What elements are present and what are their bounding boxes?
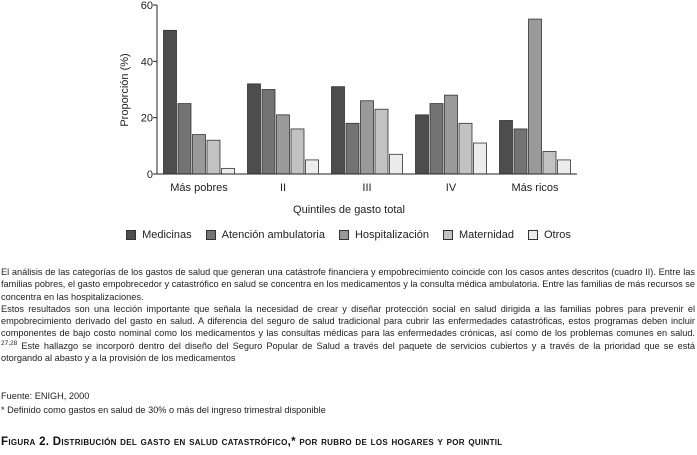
x-tick-label: IV: [445, 182, 457, 194]
bar-maternidad-2: [291, 129, 304, 174]
bar-medicinas-1: [164, 30, 177, 174]
legend-swatch: [126, 230, 136, 240]
bar-maternidad-4: [459, 123, 472, 174]
bar-medicinas-4: [416, 115, 429, 174]
bar-atención-ambulatoria-2: [262, 90, 275, 175]
bar-atención-ambulatoria-4: [430, 104, 443, 174]
bar-medicinas-5: [500, 120, 513, 174]
y-tick-label: 40: [140, 56, 153, 69]
x-tick-label: III: [362, 182, 372, 194]
paragraph-1: El análisis de las categorías de los gastos de salud que generan una catástrofe financiera y empobrecimiento coincide con los casos antes descritos (cuadro II). Entre las familias pobres, el gasto empobrecedor y catastrófico en salud se concentra en los medicamentos y la consulta médica ambulatoria. Entre las familias de más recursos se concentra en las hospitalizaciones.: [1, 267, 695, 302]
bar-medicinas-2: [248, 84, 261, 174]
bar-medicinas-3: [332, 87, 345, 174]
y-axis-label: Proporción (%): [119, 53, 131, 127]
bar-otros-3: [390, 154, 403, 174]
bar-otros-2: [306, 160, 319, 174]
y-tick-label: 0: [146, 169, 153, 181]
legend-label: Atención ambulatoria: [221, 229, 325, 241]
bar-otros-5: [558, 160, 571, 174]
footnote: * Definido como gastos en salud de 30% o más del ingreso trimestral disponible: [1, 405, 326, 415]
x-axis-label: Quintiles de gasto total: [293, 204, 405, 216]
paragraph-2-text-b: Este hallazgo se incorporó dentro del diseño del Seguro Popular de Salud a través del paquete de servicios cubiertos y a través de la prioridad que se está otorgando al abasto y a la provisión de los medicamentos: [1, 340, 695, 364]
legend-swatch: [528, 230, 538, 240]
paragraph-2-text-a: Estos resultados son una lección importante que señala la necesidad de crear y diseñar protección social en salud dirigida a las familias pobres para prevenir el empobrecimiento derivado del gasto en salud. A diferencia del seguro de salud tradicional para cubrir las enfermedades catastróficas, estos programas deben incluir componentes de bajo costo nominal como los medicamentos y las consultas médicas para las enfermedades crónicas, así como de los problemas comunes en salud.: [1, 303, 695, 339]
bar-maternidad-1: [207, 140, 220, 174]
bar-atención-ambulatoria-5: [514, 129, 527, 174]
y-tick-label: 60: [140, 0, 153, 12]
bar-hospitalización-1: [193, 135, 206, 174]
reference-superscript: 27,28: [1, 339, 18, 347]
chart-legend: [0, 229, 697, 241]
x-tick-label: II: [279, 182, 287, 194]
legend-item: [443, 229, 514, 241]
bar-maternidad-3: [375, 109, 388, 174]
body-text: [1, 266, 695, 364]
x-tick-label: Más ricos: [511, 182, 559, 194]
legend-item: [528, 229, 571, 241]
legend-swatch: [339, 230, 349, 240]
bar-otros-1: [222, 168, 235, 174]
legend-label: Hospitalización: [354, 229, 429, 241]
legend-item: [206, 229, 325, 241]
bar-otros-4: [474, 143, 487, 174]
bar-hospitalización-3: [361, 101, 374, 174]
legend-item: [339, 229, 429, 241]
legend-swatch: [443, 230, 453, 240]
paragraph-2: [1, 303, 695, 364]
bar-atención-ambulatoria-3: [346, 123, 359, 174]
bar-hospitalización-2: [277, 115, 290, 174]
legend-label: Maternidad: [458, 229, 514, 241]
y-tick-label: 20: [140, 112, 153, 125]
bar-maternidad-5: [543, 151, 556, 174]
x-tick-label: Más pobres: [170, 182, 228, 194]
legend-label: Otros: [544, 229, 571, 241]
bar-hospitalización-4: [445, 95, 458, 174]
source-note: Fuente: ENIGH, 2000: [1, 391, 90, 401]
bar-atención-ambulatoria-1: [178, 104, 191, 174]
bar-hospitalización-5: [529, 19, 542, 174]
legend-swatch: [206, 230, 216, 240]
legend-item: [126, 229, 192, 241]
legend-label: Medicinas: [142, 229, 192, 241]
figure-caption: Figura 2. Distribución del gasto en salud catastrófico,* por rubro de los hogares y por quintil: [1, 436, 503, 448]
